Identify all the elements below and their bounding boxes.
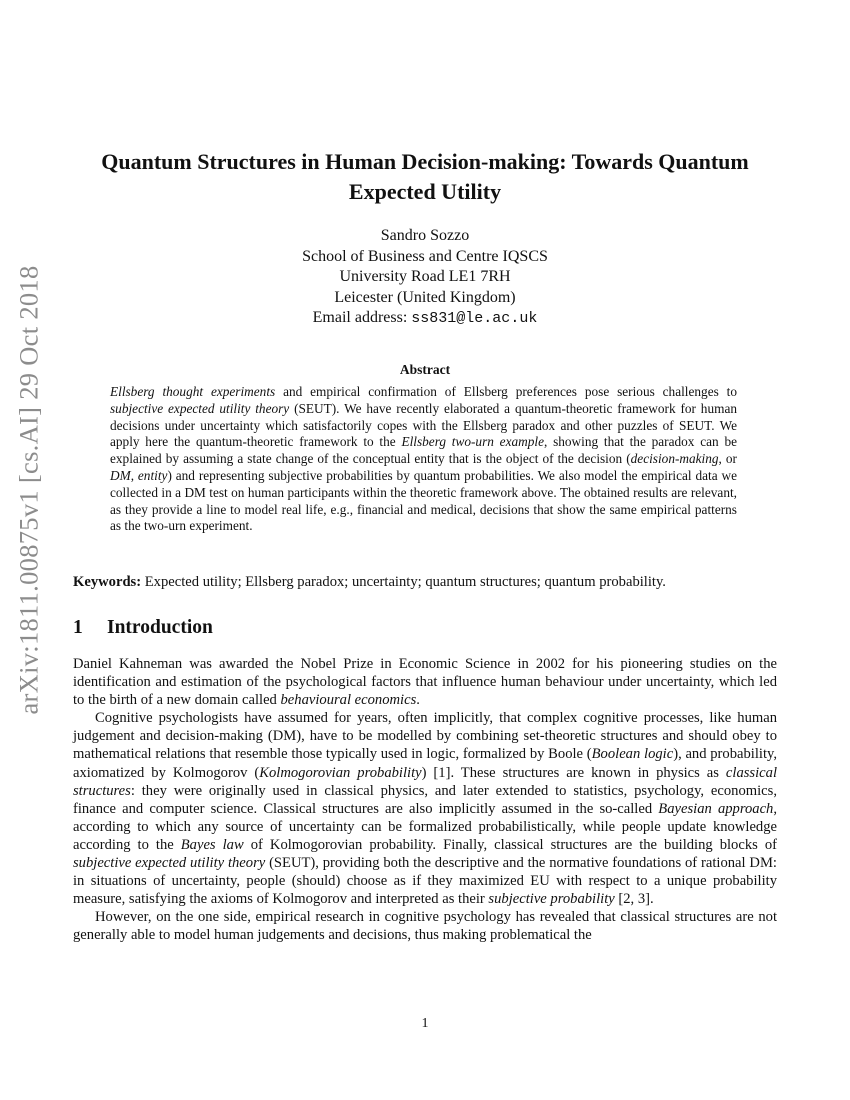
abstract-emph-ellsberg: Ellsberg thought experiments xyxy=(110,384,276,399)
author-address-street: University Road LE1 7RH xyxy=(339,268,511,285)
author-name: Sandro Sozzo xyxy=(380,227,470,244)
abstract-heading: Abstract xyxy=(399,362,451,377)
paper-title: Quantum Structures in Human Decision-making: Towards Quantum Expected Utility xyxy=(101,149,749,204)
arxiv-identifier-stamp xyxy=(4,265,54,715)
keywords-label: Keywords: xyxy=(73,574,142,590)
section-number: 1 xyxy=(73,617,83,638)
paragraph-2: Cognitive psychologists have assumed for years, often implicitly, that complex cognitive processes, like human judgement and decision-making (DM), have to be modelled by combining set-theoretic structures and should obey to mathematical relations that resemble those typically used in logic, formalized by Boole (Boolean logic), and probability, axiomatized by Kolmogorov (Kolmogorovian probability) [1]. These structures are known in physics as classical structures: they were originally used in classical physics, and later extended to statistics, psychology, economics, finance and computer science. Classical structures are also implicitly assumed in the so-called Bayesian approach, according to which any source of uncertainty can be formalized probabilistically, while people update knowledge according to the Bayes law of Kolmogorovian probability. Finally, classical structures are the building blocks of subjective expected utility theory (SEUT), providing both the descriptive and the normative foundations of rational DM: in situations of uncertainty, people (should) choose as if they maximized EU with respect to a unique probability measure, satisfying the axioms of Kolmogorov and interpreted as their subjective probability [2, 3]. xyxy=(73,710,778,908)
abstract-text: Ellsberg thought experiments and empirical confirmation of Ellsberg preferences pose serious challenges to subjective expected utility theory (SEUT). We have recently elaborated a quantum-theoretic framework for human decisions under uncertainty which satisfactorily copes with the Ellsberg paradox and other puzzles of SEUT. We apply here the quantum-theoretic framework to the Ellsberg two-urn example, showing that the paradox can be explained by assuming a state change of the conceptual entity that is the object of the decision (decision-making, or DM, entity) and representing subjective probabilities by quantum probabilities. We also model the empirical data we collected in a DM test on human participants within the theoretic framework above. The obtained results are relevant, as they provide a line to model real life, e.g., financial and medical, decisions that show the same empirical patterns as the two-urn experiment. xyxy=(110,384,737,534)
abstract-emph-two-urn: Ellsberg two-urn example xyxy=(401,434,544,450)
author-address-city: Leicester (United Kingdom) xyxy=(334,288,516,306)
author-affiliation: School of Business and Centre IQSCS xyxy=(302,247,548,265)
section-title: Introduction xyxy=(107,617,213,638)
keywords-line xyxy=(73,574,778,591)
abstract-emph-seut: subjective expected utility theory xyxy=(110,400,290,416)
section-heading-introduction xyxy=(73,617,213,639)
author-email-line xyxy=(0,308,850,330)
page-number: 1 xyxy=(421,1016,429,1031)
email-label: Email address: xyxy=(312,309,408,326)
introduction-body xyxy=(73,655,777,945)
author-block xyxy=(0,226,850,330)
paragraph-3: However, on the one side, empirical research in cognitive psychology has revealed that classical structures are not generally able to model human judgements and decisions, thus making problematical the xyxy=(73,909,777,944)
paragraph-1: Daniel Kahneman was awarded the Nobel Prize in Economic Science in 2002 for his pioneering studies on the identification and estimation of the psychological factors that influence human behaviour under uncertainty, which led to the birth of a new domain called behavioural economics. xyxy=(73,656,777,709)
keywords-text: Expected utility; Ellsberg paradox; uncertainty; quantum structures; quantum probability. xyxy=(141,574,666,590)
author-email: ss831@le.ac.uk xyxy=(411,310,538,327)
arxiv-identifier-text: arXiv:1811.00875v1 [cs.AI] 29 Oct 2018 xyxy=(13,265,44,715)
